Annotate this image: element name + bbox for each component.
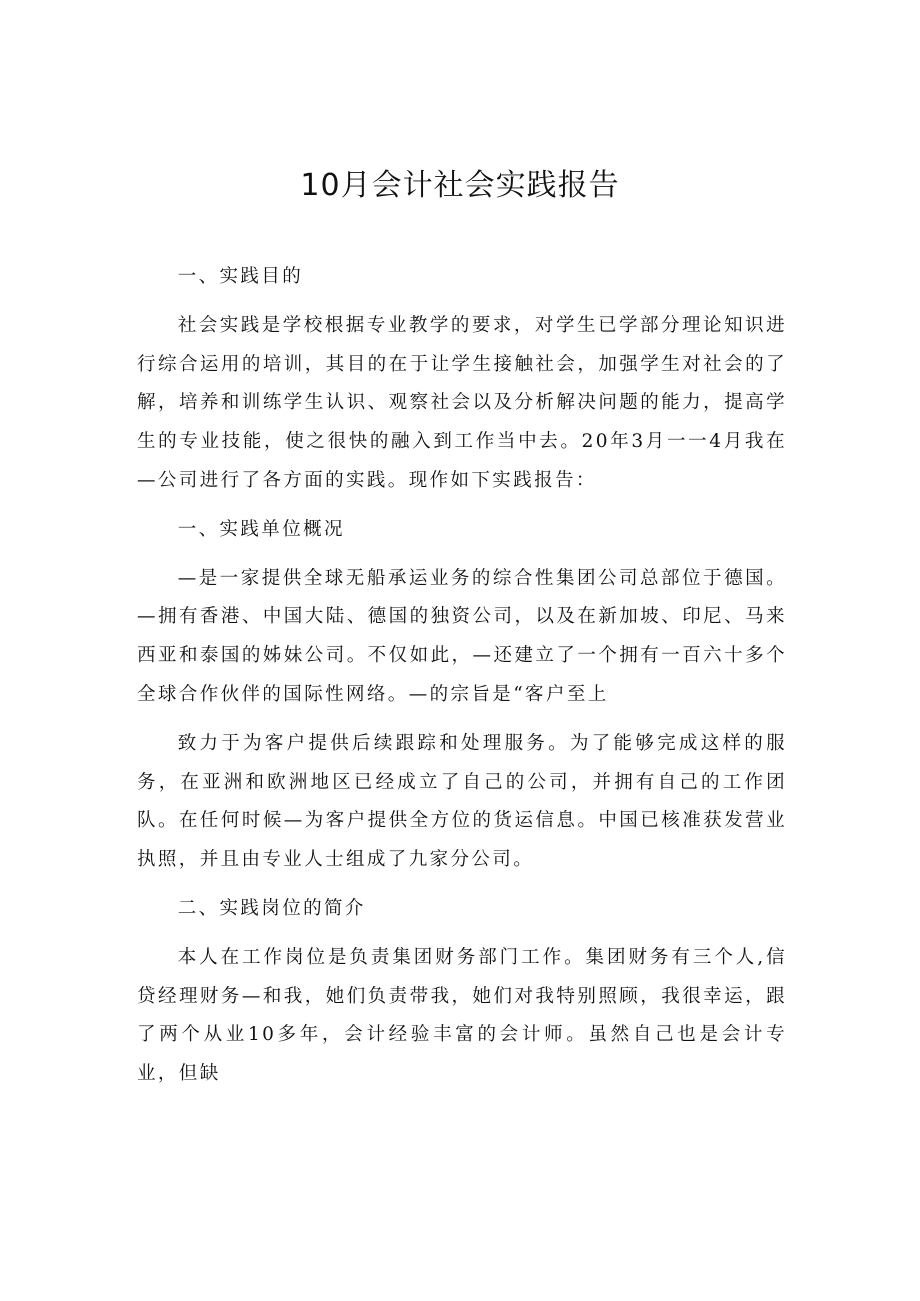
section-heading-position: 二、实践岗位的简介 — [177, 897, 366, 919]
document-title: 10月会计社会实践报告 — [300, 168, 620, 203]
section-heading-purpose: 一、实践目的 — [177, 266, 304, 287]
paragraph-purpose: 社会实践是学校根据专业教学的要求，对学生已学部分理论知识进行综合运用的培训，其目的在于让学生接触社会，加强学生对社会的了解，培养和训练学生认识、观察社会以及分析解决问题的能力，提高学生的专业技能，使之很快的融入到工作当中去。20年3月一一4月我在—公司进行了各方面的实践。现作如下实践报告： — [137, 314, 787, 491]
document-body — [137, 258, 787, 1104]
section-heading-company-overview: 一、实践单位概况 — [177, 518, 345, 540]
paragraph-position: 本人在工作岗位是负责集团财务部门工作。集团财务有三个人,信贷经理财务—和我，她们负责带我，她们对我特别照顾，我很幸运，跟了两个从业10多年，会计经验丰富的会计师。虽然自己也是会计专业，但缺 — [137, 946, 787, 1085]
paragraph-company-overview: —是一家提供全球无船承运业务的综合性集团公司总部位于德国。—拥有香港、中国大陆、德国的独资公司，以及在新加坡、印尼、马来西亚和泰国的姊妹公司。不仅如此，—还建立了一个拥有一百六十多个全球合作伙伴的国际性网络。—的宗旨是“客户至上 — [137, 567, 787, 705]
paragraph-company-service: 致力于为客户提供后续跟踪和处理服务。为了能够完成这样的服务，在亚洲和欧洲地区已经成立了自己的公司，并拥有自己的工作团队。在任何时候—为客户提供全方位的货运信息。中国已核准获发营业执照，并且由专业人士组成了九家分公司。 — [137, 732, 787, 871]
